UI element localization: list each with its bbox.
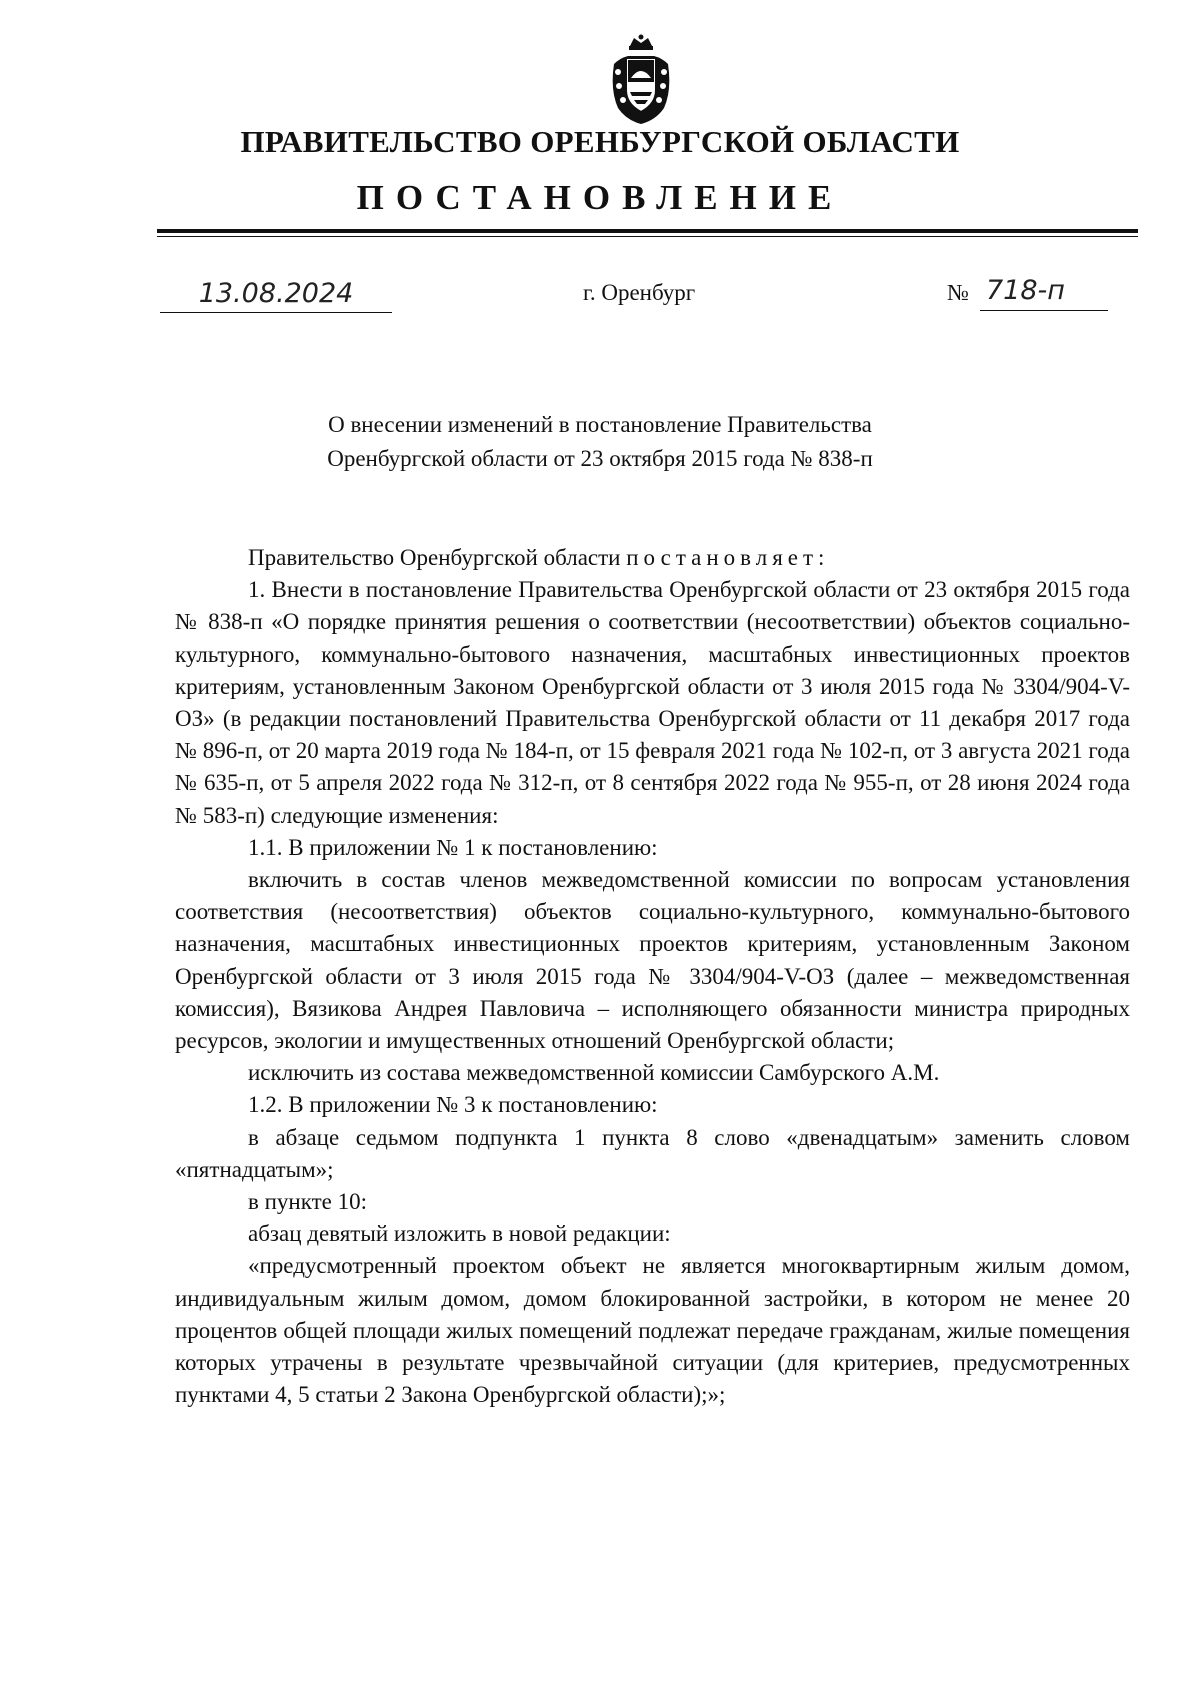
paragraph-exclude-member: исключить из состава межведомственной комиссии Самбурского А.М. [248,1060,940,1086]
paragraph-include-member: включить в состав членов межведомственной комиссии по вопросам установления соответствия (несоответствия) объектов социально-культурного, коммунально-бытового назначения, масштабных инвестиционных проектов критериям, установленным Законом Оренбургской области от 3 июля 2015 года № 3304/904-V-ОЗ (далее – межведомственная комиссия), Вязикова Андрея Павловича – исполняющего обязанности министра природных ресурсов, экологии и имущественных отношений Оренбургской области; [175,867,1130,1054]
paragraph-quoted-text: «предусмотренный проектом объект не является многоквартирным жилым домом, индивидуальным жилым домом, домом блокированной застройки, в котором не менее 20 процентов общей площади жилых помещений подлежат передаче гражданам, жилые помещения которых утрачены в результате чрезвычайной ситуации (для критериев, предусмотренных пунктами 4, 5 статьи 2 Закона Оренбургской области);»; [175,1253,1130,1408]
paragraph-point-10: в пункте 10: [248,1189,367,1215]
subject-line-2: Оренбургской области от 23 октября 2015 года № 838-п [327,446,873,471]
document-body [175,542,1130,1411]
organization-title: ПРАВИТЕЛЬСТВО ОРЕНБУРГСКОЙ ОБЛАСТИ [240,124,960,159]
subject-line-1: О внесении изменений в постановление Правительства [328,412,872,437]
paragraph-new-edition: абзац девятый изложить в новой редакции: [248,1221,671,1247]
document-number: 718-п [980,272,1108,311]
document-date: 13.08.2024 [160,276,392,313]
paragraph-1-1: 1.1. В приложении № 1 к постановлению: [248,834,658,860]
document-city: г. Оренбург [583,280,696,305]
paragraph-1-2: 1.2. В приложении № 3 к постановлению: [248,1092,658,1118]
header-rule-thin [157,236,1138,237]
document-subject [0,408,1200,476]
number-sign: № [947,280,969,305]
preamble-verb: постановляет [626,545,819,570]
document-type-title: ПОСТАНОВЛЕНИЕ [356,178,844,217]
preamble-lead: Правительство Оренбургской области [248,545,627,570]
paragraph-1: 1. Внести в постановление Правительства Оренбургской области от 23 октября 2015 года № 838-п «О порядке принятия решения о соответствии (несоответствии) объектов социально-культурного, коммунально-бытового назначения, масштабных инвестиционных проектов критериям, установленным Законом Оренбургской области от 3 июля 2015 года № 3304/904-V-ОЗ» (в редакции постановлений Правительства Оренбургской области от 11 декабря 2017 года № 896-п, от 20 марта 2019 года № 184-п, от 15 февраля 2021 года № 102-п, от 3 августа 2021 года № 635-п, от 5 апреля 2022 года № 312-п, от 8 сентября 2022 года № 955-п, от 28 июня 2024 года № 583-п) следующие изменения: [175,577,1130,828]
coat-of-arms-emblem [604,34,678,126]
paragraph-replace-word: в абзаце седьмом подпункта 1 пункта 8 слово «двенадцатым» заменить словом «пятнадцатым»; [175,1124,1130,1182]
preamble-paragraph [175,542,1130,574]
header-rule-thick [157,229,1138,233]
preamble-tail: : [818,545,825,570]
